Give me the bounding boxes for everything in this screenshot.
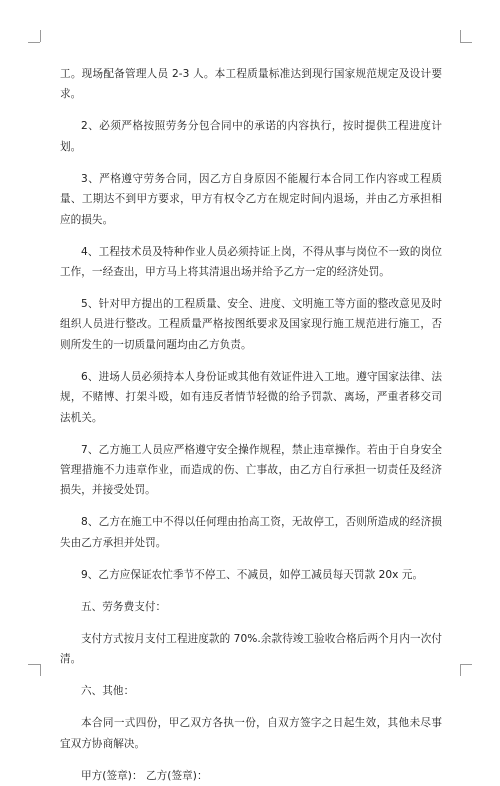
paragraph-payment-terms: 支付方式按月支付工程进度款的 70%.余款待竣工验收合格后两个月内一次付清。 (60, 632, 442, 666)
crop-mark-bottom-right (460, 664, 461, 676)
crop-mark-bottom-left (40, 664, 41, 676)
crop-mark-top-left (40, 30, 41, 42)
paragraph-clause-7: 7、乙方施工人员应严格遵守安全操作规程，禁止违章操作。若由于自身安全管理措施不力违章作业，而造成的伤、亡事故，由乙方自行承担一切责任及经济损失，并接受处罚。 (60, 443, 442, 497)
crop-mark-top-right (460, 42, 472, 43)
paragraph-other-terms: 本合同一式四份，甲乙双方各执一份，自双方签字之日起生效，其他未尽事宜双方协商解决。 (60, 717, 442, 750)
crop-mark-bottom-right (460, 664, 472, 665)
signature-line: 甲方(签章)： 乙方(签章)： (81, 769, 208, 782)
section-heading-other: 六、其他： (81, 685, 135, 698)
crop-mark-bottom-left (28, 664, 40, 665)
paragraph-clause-2: 2、必须严格按照劳务分包合同中的承诺的内容执行，按时提供工程进度计划。 (60, 120, 442, 153)
crop-mark-top-right (460, 30, 461, 42)
crop-mark-top-left (28, 42, 40, 43)
paragraph-continuation: 工。现场配备管理人员 2-3 人。本工程质量标准达到现行国家规范规定及设计要求。 (60, 68, 442, 101)
paragraph-clause-8: 8、乙方在施工中不得以任何理由抬高工资，无故停工，否则所造成的经济损失由乙方承担并处罚。 (60, 516, 442, 549)
paragraph-clause-9: 9、乙方应保证农忙季节不停工、不减员，如停工减员每天罚款 20x 元。 (81, 568, 424, 581)
paragraph-clause-6: 6、进场人员必须持本人身份证或其他有效证件进入工地。遵守国家法律、法规，不赌博、打架斗殴，如有违反者情节轻微的给予罚款、离场，严重者移交司法机关。 (60, 370, 442, 424)
section-heading-payment: 五、劳务费支付： (81, 600, 167, 613)
paragraph-clause-5: 5、针对甲方提出的工程质量、安全、进度、文明施工等方面的整改意见及时组织人员进行整改。工程质量严格按图纸要求及国家现行施工规范进行施工，否则所发生的一切质量问题均由乙方负责。 (60, 298, 442, 351)
paragraph-clause-3: 3、严格遵守劳务合同，因乙方自身原因不能履行本合同工作内容或工程质量、工期达不到甲方要求，甲方有权令乙方在规定时间内退场，并由乙方承担相应的损失。 (60, 172, 442, 226)
document-body (60, 64, 442, 786)
paragraph-clause-4: 4、工程技术员及特种作业人员必须持证上岗，不得从事与岗位不一致的岗位工作，一经查出，甲方马上将其清退出场并给予乙方一定的经济处罚。 (60, 245, 442, 279)
